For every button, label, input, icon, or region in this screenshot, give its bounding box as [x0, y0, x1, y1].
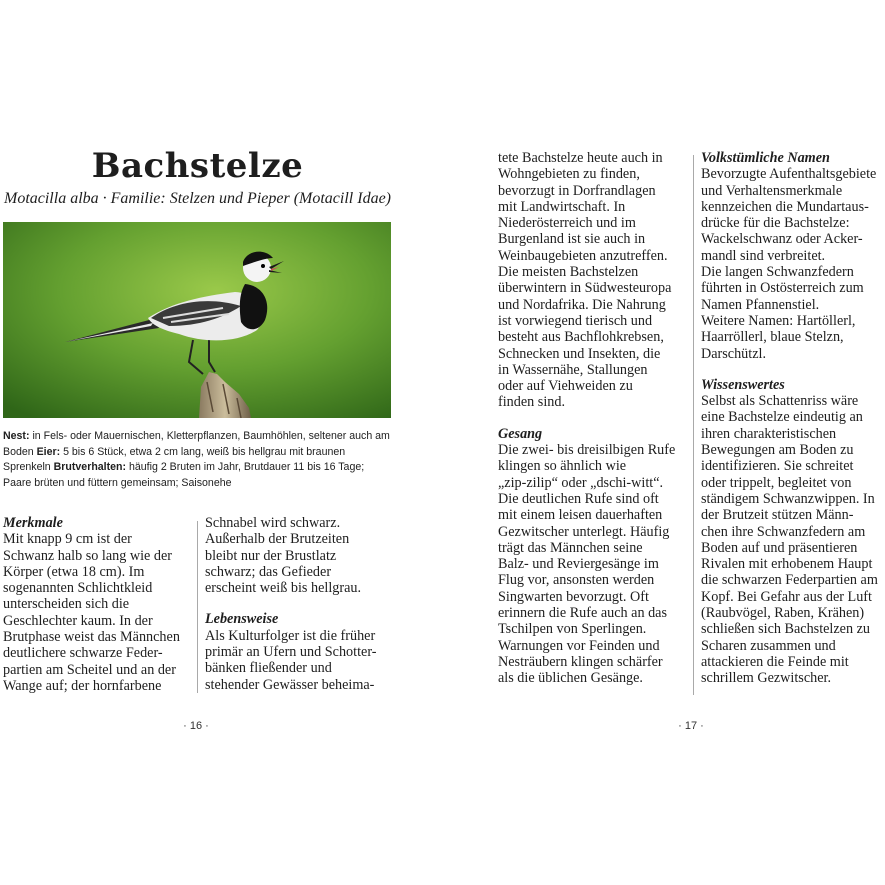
text-line: schrillem Gezwitscher.: [701, 670, 832, 687]
text-line: Bevorzugte Aufenthaltsgebiete: [701, 166, 877, 183]
text-line: besteht aus Bachflohkrebsen,: [498, 329, 664, 346]
text-line: unterscheiden sich die: [3, 596, 130, 613]
text-line: sogenannten Schlichtkleid: [3, 580, 153, 597]
text-line: Namen Pfannenstiel.: [701, 296, 820, 313]
text-line: ihren charakteristischen: [701, 425, 837, 442]
text-line: deutlichere schwarze Feder-: [3, 645, 163, 662]
text-line: Boden auf und präsentieren: [701, 539, 858, 556]
text-line: (Raubvögel, Raben, Krähen): [701, 605, 865, 622]
text-line: Schnabel wird schwarz.: [205, 515, 341, 531]
text-line: kennzeichen die Mundartaus-: [701, 198, 869, 215]
text-line: Haarröllerl, blaue Stelzn,: [701, 329, 844, 346]
text-line: oder auf Viehweiden zu: [498, 378, 633, 395]
text-line: Schwanz halb so lang wie der: [3, 547, 173, 564]
text-line: die schwarzen Federpartien am: [701, 572, 878, 589]
text-line: bevorzugt in Dorfrandlagen: [498, 182, 656, 199]
page-number-right: · 17 ·: [678, 720, 704, 732]
text-line: Warnungen vor Feinden und: [498, 637, 660, 654]
text-line: erinnern die Rufe auch an das: [498, 605, 667, 622]
eggs-text: 5 bis 6 Stück, etwa 2 cm lang, weiß bis hellgrau mit braunen Sprenkeln: [3, 445, 346, 473]
text-line: als die üblichen Gesänge.: [498, 670, 643, 687]
column-divider: [197, 521, 198, 693]
text-line: identifizieren. Sie schreitet: [701, 458, 854, 475]
eggs-label: Eier:: [33, 445, 61, 458]
nest-info-caption: [3, 429, 393, 491]
text-line: stehender Gewässer beheima-: [205, 676, 375, 693]
text-line: führten in Ostösterreich zum: [701, 280, 864, 297]
text-line: und Nordafrika. Die Nahrung: [498, 296, 666, 313]
nest-text: in Fels- oder Mauernischen, Kletterpflanzen, Baumhöhlen, seltener auch am Boden: [3, 430, 390, 458]
text-line: der Brutzeit stützen Männ-: [701, 507, 854, 524]
text-line: Bewegungen am Boden zu: [701, 442, 854, 459]
text-line: ist vorwiegend tierisch und: [498, 312, 653, 329]
text-line: attackieren die Feinde mit: [701, 653, 849, 670]
text-line: und Verhaltensmerkmale: [701, 182, 843, 199]
text-line: Burgenland ist sie auch in: [498, 231, 646, 248]
text-line: schwarz; das Gefieder: [205, 563, 332, 580]
heading-lebensweise: Lebensweise: [205, 611, 279, 628]
heading-merkmale: Merkmale: [3, 515, 63, 531]
text-line: primär an Ufern und Schotter-: [205, 644, 377, 661]
text-line: Geschlechter kaum. In der: [3, 612, 153, 629]
text-line: finden sind.: [498, 394, 565, 411]
heading-wissenswertes: Wissenswertes: [701, 376, 785, 393]
breeding-text: häufig 2 Bruten im Jahr, Brutdauer 11 bis 16 Tage; Paare brüten und füttern gemeinsam; Saisonehe: [3, 461, 365, 489]
text-line: Niederösterreich und im: [498, 215, 636, 232]
text-line: Weitere Namen: Hartöllerl,: [701, 312, 856, 329]
text-line: mandl sind verbreitet.: [701, 247, 826, 264]
column-4: [701, 150, 883, 687]
text-line: bleibt nur der Brustlatz: [205, 547, 337, 564]
text-line: klingen so ähnlich wie: [498, 458, 627, 475]
text-line: Wackelschwanz oder Acker-: [701, 231, 863, 248]
text-line: Rivalen mit erhobenem Haupt: [701, 556, 873, 573]
text-line: Als Kulturfolger ist die früher: [205, 627, 376, 644]
text-line: ständigem Schwanzwippen. In: [701, 490, 875, 507]
bird-photo: [3, 222, 391, 418]
text-line: Singwarten bevorzugt. Oft: [498, 588, 649, 605]
text-line: Darschützl.: [701, 345, 767, 362]
text-line: Schnecken und Insekten, die: [498, 345, 661, 362]
text-line: Brutphase weist das Männchen: [3, 629, 180, 646]
text-line: drücke für die Bachstelze:: [701, 215, 850, 232]
text-line: erscheint weiß bis hellgrau.: [205, 580, 362, 597]
text-line: Gezwitscher unterlegt. Häufig: [498, 523, 670, 540]
text-line: oder trippelt, begleitet von: [701, 474, 852, 491]
text-line: trägt das Männchen seine: [498, 539, 643, 556]
text-line: partien am Scheitel und an der: [3, 661, 176, 678]
text-line: Flug vor, ansonsten werden: [498, 572, 655, 589]
text-line: Scharen zusammen und: [701, 637, 836, 654]
text-line: mit einem leisen dauerhaften: [498, 507, 663, 524]
text-line: tete Bachstelze heute auch in: [498, 150, 663, 166]
text-line: Balz- und Reviergesänge im: [498, 556, 659, 573]
text-line: „zip-zilip“ oder „dschi-witt“.: [498, 474, 664, 491]
column-divider: [693, 155, 694, 695]
text-line: bänken fließender und: [205, 660, 332, 677]
text-line: mit Landwirtschaft. In: [498, 198, 626, 215]
nest-label: Nest:: [3, 430, 30, 442]
species-subtitle: Motacilla alba · Familie: Stelzen und Pieper (Motacill Idae): [3, 190, 391, 207]
text-line: Wange auf; der hornfarbene: [3, 677, 162, 694]
text-line: Außerhalb der Brutzeiten: [205, 531, 350, 548]
text-line: überwintern in Südwesteuropa: [498, 280, 672, 297]
text-line: chen ihre Schwanzfedern am: [701, 523, 866, 540]
text-line: Selbst als Schattenriss wäre: [701, 393, 859, 410]
text-line: Tschilpen von Sperlingen.: [498, 621, 647, 638]
text-line: in Wassernähe, Stallungen: [498, 361, 648, 378]
page-title: Bachstelze: [91, 146, 304, 186]
heading-gesang: Gesang: [498, 425, 543, 442]
breeding-label: Brutverhalten:: [50, 461, 127, 473]
text-line: Körper (etwa 18 cm). Im: [3, 563, 145, 580]
text-line: Nesträubern klingen schärfer: [498, 653, 663, 670]
column-2: [205, 515, 393, 693]
text-line: Die deutlichen Rufe sind oft: [498, 490, 659, 507]
text-line: Die langen Schwanzfedern: [701, 264, 854, 281]
text-line: Weinbaugebieten anzutreffen.: [498, 247, 668, 264]
text-line: eine Bachstelze eindeutig an: [701, 409, 863, 426]
column-1: [3, 515, 193, 694]
text-line: Wohngebieten zu finden,: [498, 166, 640, 183]
heading-volkstuemliche-namen: Volkstümliche Namen: [701, 150, 830, 166]
text-line: Kopf. Bei Gefahr aus der Luft: [701, 588, 872, 605]
page-number-left: · 16 ·: [183, 720, 209, 732]
text-line: Mit knapp 9 cm ist der: [3, 531, 132, 548]
text-line: Die meisten Bachstelzen: [498, 264, 639, 281]
column-3: [498, 150, 688, 687]
text-line: schließen sich Bachstelzen zu: [701, 621, 871, 638]
text-line: Die zwei- bis dreisilbigen Rufe: [498, 442, 676, 459]
